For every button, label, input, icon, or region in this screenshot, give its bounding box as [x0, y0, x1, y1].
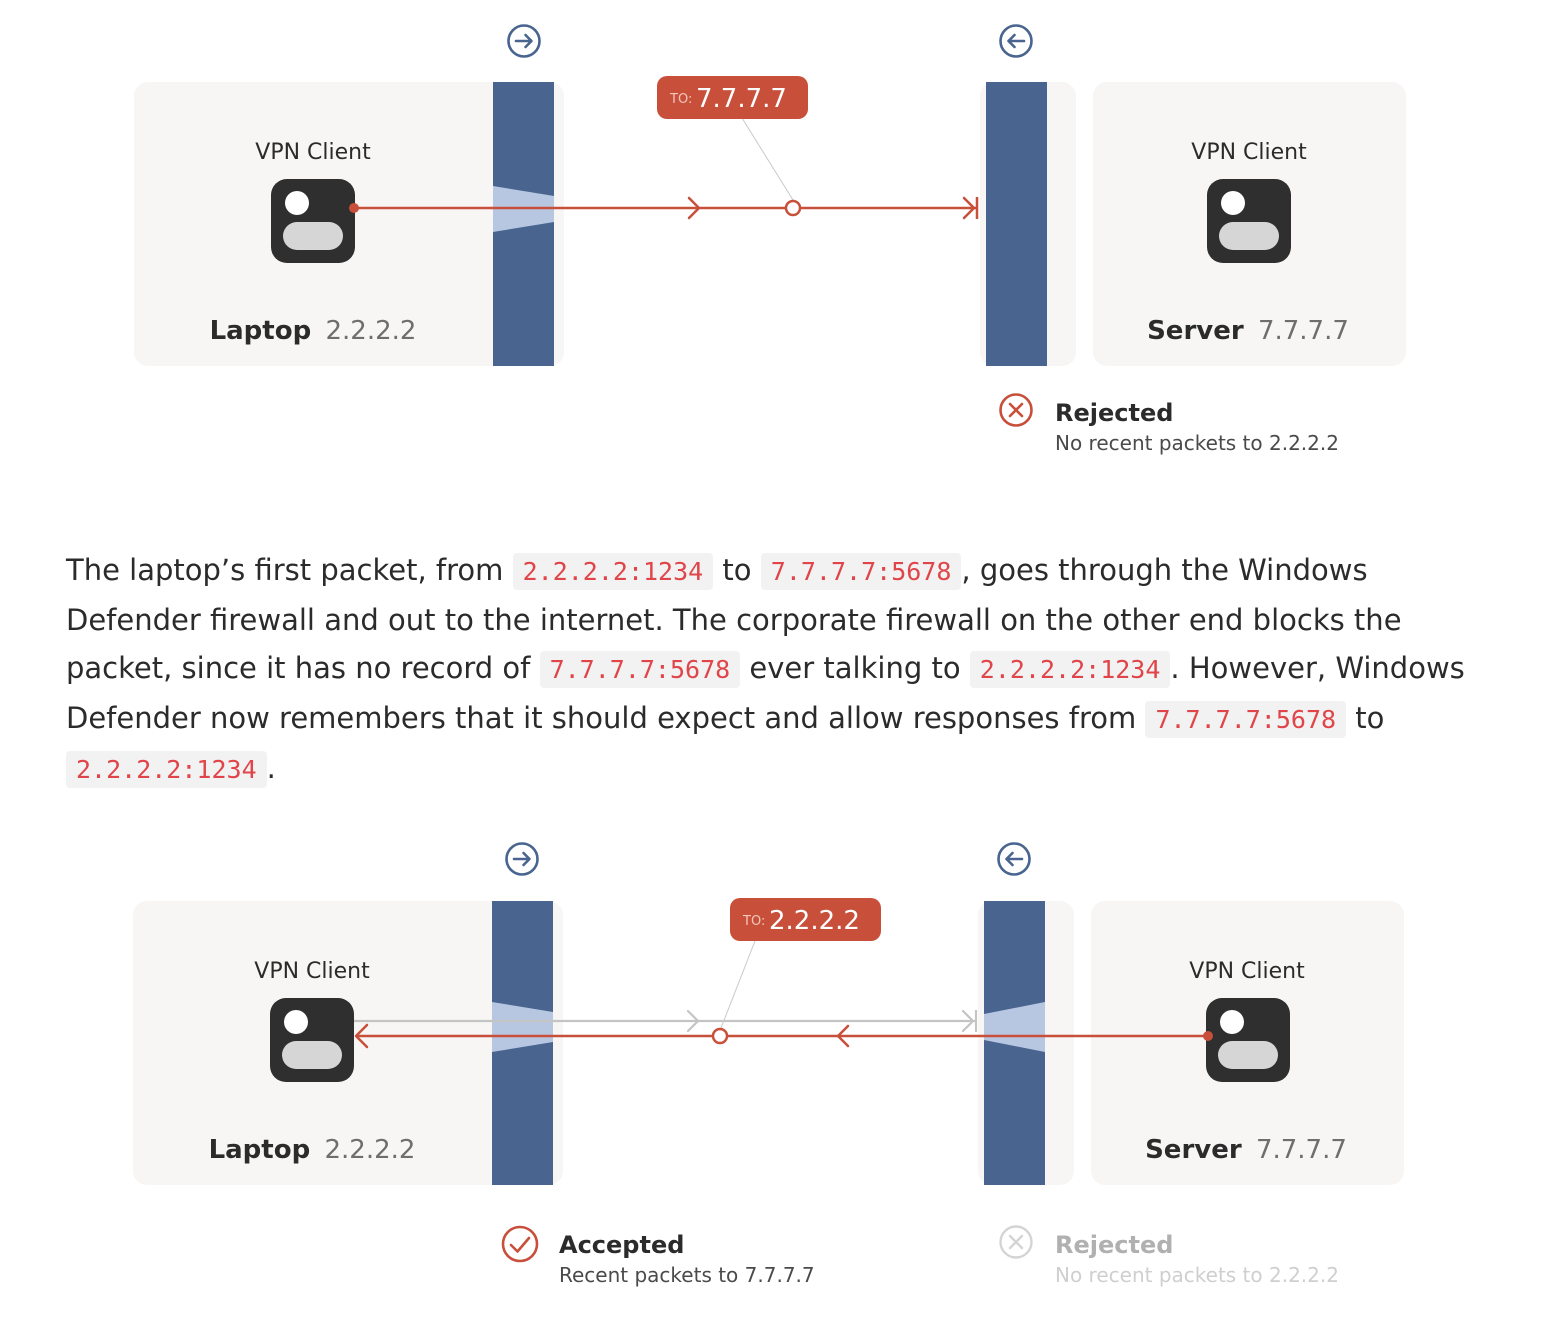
response-origin-dot [1203, 1031, 1213, 1041]
paragraph-text: . [266, 751, 276, 785]
code-address: 2.2.2.2:1234 [513, 553, 714, 590]
packet-tag-destination: 7.7.7.7 [696, 84, 787, 114]
status-detail: No recent packets to 2.2.2.2 [1055, 431, 1339, 455]
laptop-name: Laptop [208, 1135, 311, 1165]
packet-dot [713, 1029, 727, 1043]
packet-tag-destination: 2.2.2.2 [769, 906, 860, 936]
code-address: 7.7.7.7:5678 [1145, 701, 1346, 738]
server-device-icon [1207, 179, 1291, 263]
status-title: Accepted [559, 1231, 685, 1259]
packet-tag-prefix: TO: [670, 92, 693, 107]
status-title: Rejected [1055, 399, 1174, 427]
laptop-client-label: VPN Client [255, 140, 371, 165]
packet-destination-tag [657, 76, 808, 119]
inbound-arrow-icon [1001, 26, 1032, 57]
paragraph-text: to [1346, 701, 1385, 735]
status-title: Rejected [1055, 1231, 1174, 1259]
packet-label-leader [721, 941, 755, 1028]
packet-destination-tag [730, 898, 881, 941]
code-address: 7.7.7.7:5678 [540, 651, 741, 688]
packet-tag-prefix: TO: [743, 914, 766, 929]
server-client-label: VPN Client [1191, 140, 1307, 165]
status-detail: Recent packets to 7.7.7.7 [559, 1263, 815, 1287]
code-address: 2.2.2.2:1234 [970, 651, 1171, 688]
server-ip: 7.7.7.7 [1257, 316, 1349, 346]
paragraph-text: , goes through the Windows Defender firewall and out to the internet. The corporate firewall on the other end blocks the packet, since it has no record of [66, 553, 1402, 685]
server-host-label [1145, 1135, 1347, 1165]
laptop-device-icon [270, 998, 354, 1082]
accepted-status-icon [503, 1227, 537, 1261]
laptop-host-label [209, 1135, 416, 1165]
laptop-host-label [210, 316, 417, 346]
paragraph-text: ever talking to [740, 651, 970, 685]
outbound-arrow-icon [507, 844, 538, 875]
laptop-name: Laptop [209, 316, 312, 346]
explanation-paragraph [66, 546, 1466, 794]
code-address: 7.7.7.7:5678 [761, 553, 962, 590]
server-device-icon [1206, 998, 1290, 1082]
server-client-label: VPN Client [1189, 959, 1305, 984]
rejected-status-icon [1001, 1227, 1032, 1258]
packet-dot [786, 201, 800, 215]
status-detail: No recent packets to 2.2.2.2 [1055, 1263, 1339, 1287]
laptop-ip: 2.2.2.2 [325, 316, 417, 346]
server-name: Server [1145, 1135, 1242, 1165]
packet-origin-dot [349, 203, 359, 213]
diagram-first-packet [0, 0, 1556, 470]
diagram-response-packet [0, 818, 1556, 1288]
paragraph-text: to [713, 553, 761, 587]
server-ip: 7.7.7.7 [1255, 1135, 1347, 1165]
paragraph-text: . However, Windows Defender now remembers that it should expect and allow responses from [66, 651, 1465, 735]
packet-label-leader [742, 118, 793, 200]
inbound-arrow-icon [999, 844, 1030, 875]
outbound-arrow-icon [509, 26, 540, 57]
laptop-ip: 2.2.2.2 [324, 1135, 416, 1165]
server-host-label [1147, 316, 1349, 346]
rejected-status-icon [1001, 395, 1032, 426]
corporate-firewall [986, 82, 1047, 366]
server-name: Server [1147, 316, 1244, 346]
laptop-device-icon [271, 179, 355, 263]
code-address: 2.2.2.2:1234 [66, 751, 267, 788]
laptop-client-label: VPN Client [254, 959, 370, 984]
paragraph-text: The laptop’s first packet, from [66, 553, 513, 587]
